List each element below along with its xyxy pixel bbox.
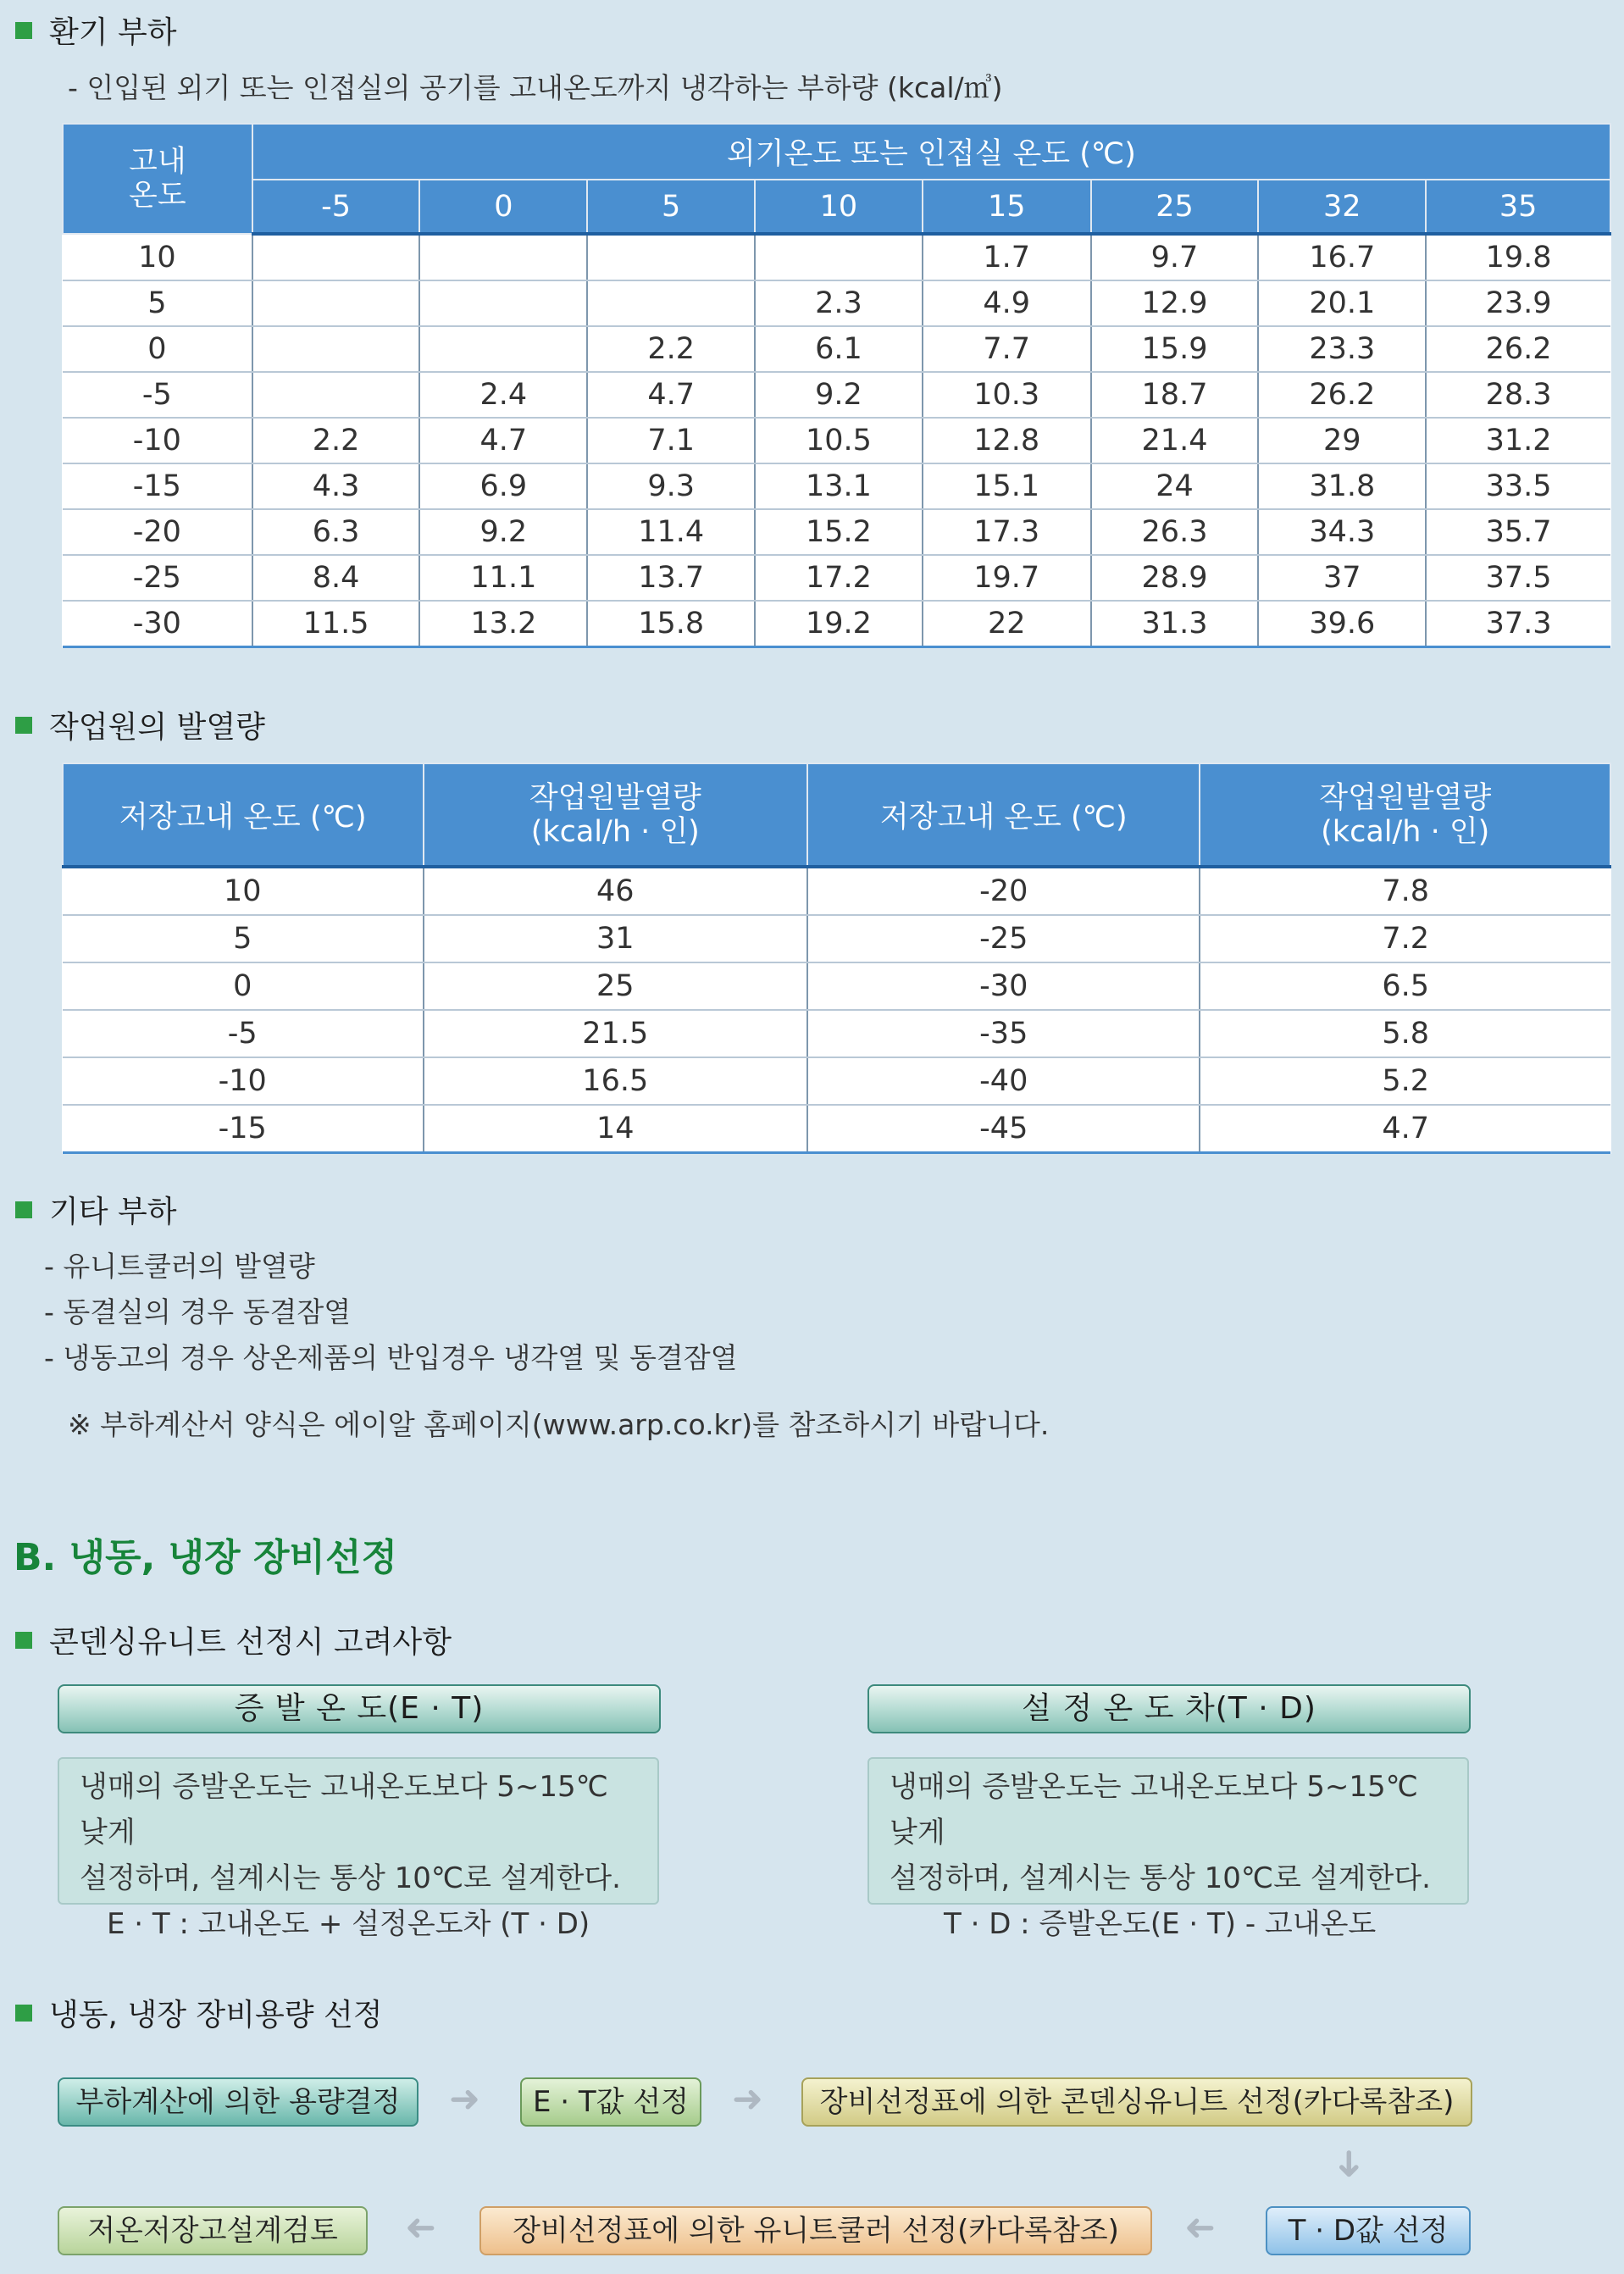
load-value-cell: 24 (1091, 463, 1259, 509)
td-desc-line: 냉매의 증발온도는 고내온도보다 5~15℃ 낮게 (890, 1770, 1418, 1850)
flow-step-load-calc: 부하계산에 의한 용량결정 (58, 2077, 418, 2127)
worker-heat-cell: 5.2 (1200, 1057, 1610, 1105)
load-value-cell: 4.7 (587, 372, 755, 418)
outdoor-temp-col: 35 (1426, 180, 1610, 234)
storage-temp-cell: -45 (807, 1105, 1200, 1153)
table-row (63, 962, 1610, 1010)
ventilation-heading (15, 8, 177, 52)
heading-text: 작업원의 발열량 (49, 710, 265, 745)
load-value-cell (252, 280, 420, 326)
bullet-square-icon (15, 1201, 32, 1218)
et-box-title: 증 발 온 도(E · T) (58, 1684, 661, 1733)
load-value-cell: 4.3 (252, 463, 420, 509)
load-value-cell: 22 (923, 601, 1091, 647)
table-row (63, 509, 1610, 555)
load-value-cell: 26.3 (1091, 509, 1259, 555)
load-value-cell (252, 372, 420, 418)
worker-heat-header-line2: (kcal/h · 인) (530, 814, 700, 849)
indoor-temp-cell: -15 (63, 463, 252, 509)
load-value-cell: 33.5 (1426, 463, 1610, 509)
flow-step-design-review: 저온저장고설계검토 (58, 2206, 368, 2255)
other-list (44, 1244, 738, 1381)
et-desc-line: 설정하며, 설계시는 통상 10℃로 설계한다. (80, 1861, 621, 1895)
condensing-heading (15, 1618, 452, 1661)
table-row (63, 1057, 1610, 1105)
worker-heat-cell: 21.5 (424, 1010, 808, 1057)
table-row (63, 234, 1610, 280)
outdoor-temp-col: -5 (252, 180, 420, 234)
load-value-cell (587, 234, 755, 280)
indoor-temp-cell: -20 (63, 509, 252, 555)
worker-heat-cell: 25 (424, 962, 808, 1010)
arrow-down-icon: ➜ (1327, 2148, 1372, 2180)
load-value-cell: 23.3 (1258, 326, 1426, 372)
load-value-cell: 8.4 (252, 555, 420, 601)
other-item: - 동결실의 경우 동결잠열 (44, 1295, 352, 1328)
table-row (63, 280, 1610, 326)
load-value-cell: 12.9 (1091, 280, 1259, 326)
worker-heat-header-line1: 작업원발열량 (1319, 780, 1492, 815)
indoor-temp-cell: 0 (63, 326, 252, 372)
load-value-cell: 29 (1258, 418, 1426, 463)
load-value-cell: 11.4 (587, 509, 755, 555)
outdoor-temp-col: 25 (1091, 180, 1259, 234)
et-box-body (58, 1757, 659, 1941)
storage-temp-cell: -5 (63, 1010, 424, 1057)
storage-temp-header-2: 저장고내 온도 (℃) (807, 763, 1200, 867)
td-box-title: 설 정 온 도 차(T · D) (867, 1684, 1471, 1733)
load-value-cell: 7.7 (923, 326, 1091, 372)
load-value-cell: 19.8 (1426, 234, 1610, 280)
heading-text: 환기 부하 (49, 15, 177, 50)
load-value-cell (252, 234, 420, 280)
worker-heat-cell: 5.8 (1200, 1010, 1610, 1057)
heading-text: 냉동, 냉장 장비용량 선정 (49, 1998, 383, 2033)
load-value-cell: 20.1 (1258, 280, 1426, 326)
arrow-right-icon: ➜ (449, 2077, 480, 2121)
load-value-cell: 19.7 (923, 555, 1091, 601)
td-desc-line: 설정하며, 설계시는 통상 10℃로 설계한다. (890, 1861, 1431, 1895)
load-value-cell: 12.8 (923, 418, 1091, 463)
worker-table (62, 763, 1611, 1154)
indoor-temp-cell: -25 (63, 555, 252, 601)
load-value-cell: 28.3 (1426, 372, 1610, 418)
storage-temp-cell: -30 (807, 962, 1200, 1010)
bullet-square-icon (15, 22, 32, 39)
flow-step-et: E · T값 선정 (520, 2077, 701, 2127)
worker-heat-header-1 (424, 763, 808, 867)
storage-temp-cell: -40 (807, 1057, 1200, 1105)
load-value-cell: 4.7 (419, 418, 587, 463)
load-value-cell: 37.3 (1426, 601, 1610, 647)
storage-temp-cell: -20 (807, 867, 1200, 915)
load-value-cell: 17.3 (923, 509, 1091, 555)
et-desc-line: 냉매의 증발온도는 고내온도보다 5~15℃ 낮게 (80, 1770, 608, 1850)
load-value-cell: 4.9 (923, 280, 1091, 326)
reference-note: ※ 부하계산서 양식은 에이알 홈페이지(www.arp.co.kr)를 참조하시기 바랍니다. (68, 1408, 1050, 1441)
table-row (63, 372, 1610, 418)
outdoor-temp-col: 15 (923, 180, 1091, 234)
load-value-cell (419, 326, 587, 372)
table-row (63, 418, 1610, 463)
outdoor-temp-col: 32 (1258, 180, 1426, 234)
load-value-cell: 23.9 (1426, 280, 1610, 326)
load-value-cell: 2.4 (419, 372, 587, 418)
indoor-temp-cell: 10 (63, 234, 252, 280)
load-value-cell: 9.3 (587, 463, 755, 509)
load-value-cell: 15.1 (923, 463, 1091, 509)
capacity-heading (15, 1991, 383, 2034)
et-formula: E · T : 고내온도 + 설정온도차 (T · D) (107, 1907, 590, 1941)
load-value-cell: 26.2 (1426, 326, 1610, 372)
worker-heat-header-line2: (kcal/h · 인) (1321, 814, 1490, 849)
table-row (63, 915, 1610, 962)
load-value-cell: 31.8 (1258, 463, 1426, 509)
load-value-cell: 10.3 (923, 372, 1091, 418)
load-value-cell: 6.3 (252, 509, 420, 555)
load-value-cell: 2.3 (755, 280, 923, 326)
flow-step-unit-cooler: 장비선정표에 의한 유니트쿨러 선정(카다록참조) (479, 2206, 1152, 2255)
bullet-square-icon (15, 1632, 32, 1649)
arrow-left-icon: ➜ (1184, 2207, 1216, 2250)
arrow-right-icon: ➜ (732, 2077, 763, 2121)
indoor-temp-header (63, 124, 252, 234)
worker-heat-header-2 (1200, 763, 1610, 867)
section-b-title: B. 냉동, 냉장 장비선정 (14, 1536, 397, 1579)
indoor-temp-header-line2: 온도 (129, 179, 186, 213)
load-value-cell: 39.6 (1258, 601, 1426, 647)
load-value-cell: 13.7 (587, 555, 755, 601)
load-value-cell: 11.1 (419, 555, 587, 601)
table-row (63, 555, 1610, 601)
load-value-cell: 28.9 (1091, 555, 1259, 601)
load-value-cell: 34.3 (1258, 509, 1426, 555)
worker-heat-cell: 46 (424, 867, 808, 915)
table-row (63, 463, 1610, 509)
load-value-cell: 9.2 (755, 372, 923, 418)
load-value-cell: 21.4 (1091, 418, 1259, 463)
load-value-cell: 37.5 (1426, 555, 1610, 601)
load-value-cell: 6.9 (419, 463, 587, 509)
storage-temp-cell: 5 (63, 915, 424, 962)
storage-temp-cell: -10 (63, 1057, 424, 1105)
table-row (63, 867, 1610, 915)
worker-heat-cell: 14 (424, 1105, 808, 1153)
table-row (63, 1010, 1610, 1057)
ventilation-table (62, 123, 1611, 648)
indoor-temp-cell: -5 (63, 372, 252, 418)
load-value-cell: 6.1 (755, 326, 923, 372)
load-value-cell: 7.1 (587, 418, 755, 463)
load-value-cell: 9.7 (1091, 234, 1259, 280)
indoor-temp-cell: 5 (63, 280, 252, 326)
arrow-left-icon: ➜ (405, 2207, 436, 2250)
load-value-cell: 17.2 (755, 555, 923, 601)
worker-heat-cell: 31 (424, 915, 808, 962)
heading-text: 콘덴싱유니트 선정시 고려사항 (49, 1625, 452, 1660)
load-value-cell: 11.5 (252, 601, 420, 647)
indoor-temp-header-line1: 고내 (129, 145, 186, 179)
outdoor-temp-col: 0 (419, 180, 587, 234)
ventilation-subtext: - 인입된 외기 또는 인접실의 공기를 고내온도까지 냉각하는 부하량 (kcal/㎥) (68, 71, 1003, 104)
worker-heat-cell: 7.8 (1200, 867, 1610, 915)
worker-heat-cell: 6.5 (1200, 962, 1610, 1010)
storage-temp-cell: -15 (63, 1105, 424, 1153)
load-value-cell: 10.5 (755, 418, 923, 463)
load-value-cell: 15.8 (587, 601, 755, 647)
indoor-temp-cell: -10 (63, 418, 252, 463)
load-value-cell: 15.2 (755, 509, 923, 555)
load-value-cell: 13.1 (755, 463, 923, 509)
load-value-cell (252, 326, 420, 372)
load-value-cell: 31.2 (1426, 418, 1610, 463)
worker-heading (15, 703, 265, 746)
load-value-cell (755, 234, 923, 280)
load-value-cell: 1.7 (923, 234, 1091, 280)
load-value-cell: 31.3 (1091, 601, 1259, 647)
flow-step-td: T · D값 선정 (1266, 2206, 1471, 2255)
flow-step-condensing-unit: 장비선정표에 의한 콘덴싱유니트 선정(카다록참조) (801, 2077, 1472, 2127)
indoor-temp-cell: -30 (63, 601, 252, 647)
load-value-cell: 9.2 (419, 509, 587, 555)
load-value-cell: 35.7 (1426, 509, 1610, 555)
load-value-cell: 13.2 (419, 601, 587, 647)
td-box-body (867, 1757, 1469, 1941)
storage-temp-cell: 0 (63, 962, 424, 1010)
load-value-cell: 37 (1258, 555, 1426, 601)
load-value-cell (587, 280, 755, 326)
worker-heat-cell: 4.7 (1200, 1105, 1610, 1153)
outdoor-temp-col: 5 (587, 180, 755, 234)
table-row (63, 1105, 1610, 1153)
storage-temp-cell: 10 (63, 867, 424, 915)
worker-heat-header-line1: 작업원발열량 (529, 780, 701, 815)
other-item: - 냉동고의 경우 상온제품의 반입경우 냉각열 및 동결잠열 (44, 1341, 738, 1374)
load-value-cell: 2.2 (587, 326, 755, 372)
td-formula: T · D : 증발온도(E · T) - 고내온도 (944, 1907, 1377, 1941)
worker-heat-cell: 7.2 (1200, 915, 1610, 962)
table-row (63, 326, 1610, 372)
load-value-cell: 2.2 (252, 418, 420, 463)
outdoor-temp-col: 10 (755, 180, 923, 234)
storage-temp-cell: -35 (807, 1010, 1200, 1057)
bullet-square-icon (15, 717, 32, 734)
outdoor-temp-header: 외기온도 또는 인접실 온도 (℃) (252, 124, 1610, 180)
load-value-cell: 16.7 (1258, 234, 1426, 280)
worker-heat-cell: 16.5 (424, 1057, 808, 1105)
other-heading (15, 1188, 177, 1231)
load-value-cell: 26.2 (1258, 372, 1426, 418)
load-value-cell: 18.7 (1091, 372, 1259, 418)
storage-temp-cell: -25 (807, 915, 1200, 962)
load-value-cell (419, 280, 587, 326)
load-value-cell (419, 234, 587, 280)
storage-temp-header-1: 저장고내 온도 (℃) (63, 763, 424, 867)
bullet-square-icon (15, 2005, 32, 2022)
table-row (63, 601, 1610, 647)
other-item: - 유니트쿨러의 발열량 (44, 1250, 315, 1283)
heading-text: 기타 부하 (49, 1195, 177, 1229)
load-value-cell: 15.9 (1091, 326, 1259, 372)
load-value-cell: 19.2 (755, 601, 923, 647)
